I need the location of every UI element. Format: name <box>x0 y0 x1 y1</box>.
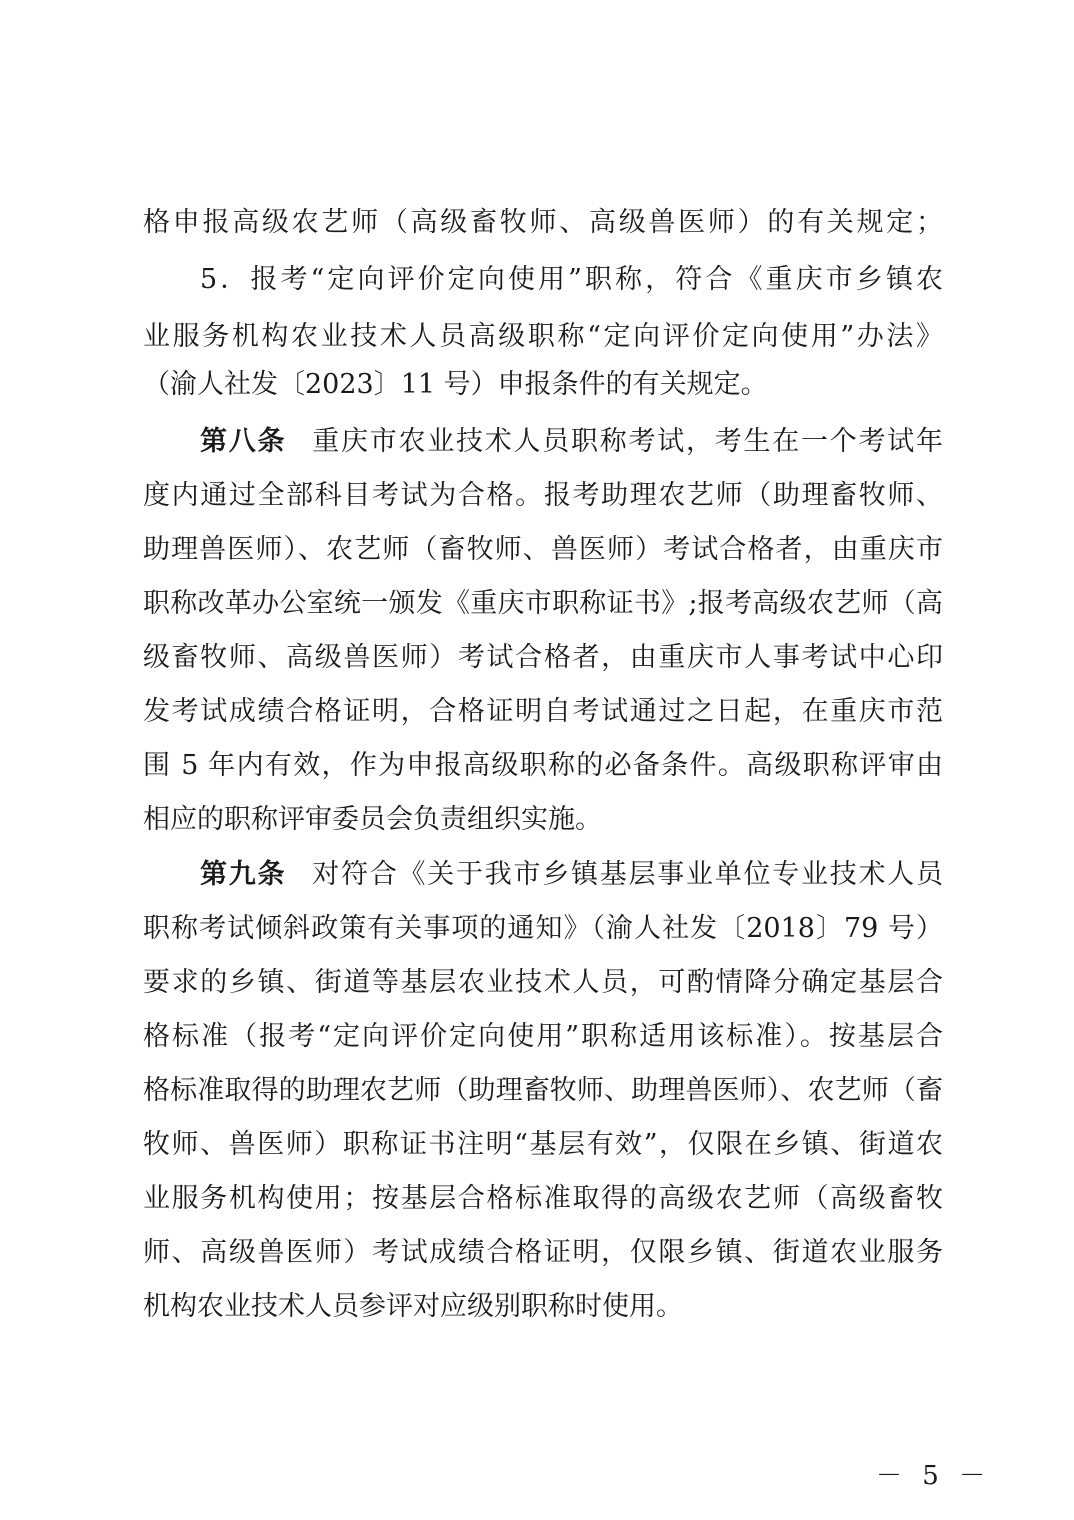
paragraph-line-text: 对符合《关于我市乡镇基层事业单位专业技术人员 <box>312 859 943 890</box>
article-8-first-line <box>200 422 943 462</box>
article-9-label: 第九条 <box>200 859 287 890</box>
paragraph-line: 格申报高级农艺师（高级畜牧师、高级兽医师）的有关规定； <box>143 207 943 238</box>
paragraph-line-text: 重庆市农业技术人员职称考试，考生在一个考试年 <box>312 426 943 457</box>
paragraph-line: 业服务机构农业技术人员高级职称“定向评价定向使用”办法》 <box>143 321 943 352</box>
paragraph-line: 牧师、兽医师）职称证书注明“基层有效”，仅限在乡镇、街道农 <box>143 1129 943 1160</box>
paragraph-line: 级畜牧师、高级兽医师）考试合格者，由重庆市人事考试中心印 <box>143 642 943 673</box>
paragraph-line: 机构农业技术人员参评对应级别职称时使用。 <box>143 1291 683 1322</box>
paragraph-line: 5．报考“定向评价定向使用”职称，符合《重庆市乡镇农 <box>200 264 943 295</box>
paragraph-line: 要求的乡镇、街道等基层农业技术人员，可酌情降分确定基层合 <box>143 967 943 998</box>
paragraph-line: 职称考试倾斜政策有关事项的通知》（渝人社发〔2018〕79 号） <box>143 913 943 944</box>
paragraph-line: 相应的职称评审委员会负责组织实施。 <box>143 804 602 835</box>
paragraph-line: 师、高级兽医师）考试成绩合格证明，仅限乡镇、街道农业服务 <box>143 1237 943 1268</box>
paragraph-line: 职称改革办公室统一颁发《重庆市职称证书》;报考高级农艺师（高 <box>143 588 943 619</box>
paragraph-line: 发考试成绩合格证明，合格证明自考试通过之日起，在重庆市范 <box>143 696 943 727</box>
paragraph-line: 业服务机构使用；按基层合格标准取得的高级农艺师（高级畜牧 <box>143 1183 943 1214</box>
paragraph-line: （渝人社发〔2023〕11 号）申报条件的有关规定。 <box>143 369 768 400</box>
paragraph-line: 格标准（报考“定向评价定向使用”职称适用该标准）。按基层合 <box>143 1021 943 1052</box>
paragraph-line: 围 5 年内有效，作为申报高级职称的必备条件。高级职称评审由 <box>143 750 943 781</box>
page-number: － 5 － <box>876 1461 992 1491</box>
paragraph-line: 助理兽医师）、农艺师（畜牧师、兽医师）考试合格者，由重庆市 <box>143 534 943 565</box>
article-8-label: 第八条 <box>200 426 287 457</box>
paragraph-line: 度内通过全部科目考试为合格。报考助理农艺师（助理畜牧师、 <box>143 480 943 511</box>
paragraph-line: 格标准取得的助理农艺师（助理畜牧师、助理兽医师）、农艺师（畜 <box>143 1075 943 1106</box>
article-9-first-line <box>200 855 943 895</box>
